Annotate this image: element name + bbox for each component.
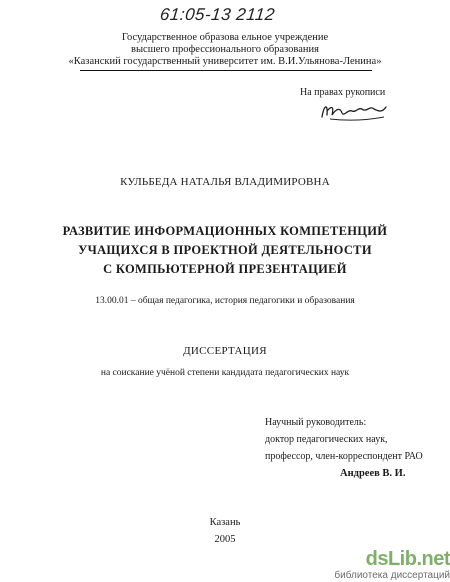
city: Казань	[209, 517, 241, 528]
title-line-3: С КОМПЬЮТЕРНОЙ ПРЕЗЕНТАЦИЕЙ	[103, 262, 347, 276]
supervisor-degree: доктор педагогических наук,	[265, 434, 388, 445]
institution-line-3: «Казанский государственный университет им. В.И.Ульянова-Ленина»	[68, 56, 382, 67]
supervisor-title: профессор, член-корреспондент РАО	[265, 451, 423, 462]
manuscript-note: На правах рукописи	[300, 87, 386, 98]
title-line-1: РАЗВИТИЕ ИНФОРМАЦИОННЫХ КОМПЕТЕНЦИЙ	[62, 224, 388, 238]
title-line-2: УЧАЩИХСЯ В ПРОЕКТНОЙ ДЕЯТЕЛЬНОСТИ	[78, 243, 372, 257]
supervisor-name: Андреев В. И.	[340, 468, 406, 479]
institution-line-1: Государственное образова ельное учреждение	[121, 32, 329, 43]
year: 2005	[214, 534, 236, 545]
watermark-subtitle: библиотека диссертаций	[334, 570, 450, 581]
institution-line-2: высшего профессионального образования	[131, 44, 319, 55]
archive-stamp: 61:05-13 2112	[159, 5, 276, 24]
specialty-code: 13.00.01 – общая педагогика, история педагогики и образования	[95, 296, 355, 306]
watermark-logo: dsLib.net	[365, 548, 450, 570]
watermark	[305, 548, 450, 582]
author-name: КУЛЬБЕДА НАТАЛЬЯ ВЛАДИМИРОВНА	[120, 176, 330, 188]
document-type: ДИССЕРТАЦИЯ	[183, 345, 267, 357]
handwritten-signature	[318, 99, 388, 123]
supervisor-label: Научный руководитель:	[265, 417, 367, 428]
header-rule	[80, 70, 372, 71]
degree-line: на соискание учёной степени кандидата педагогических наук	[100, 368, 350, 378]
